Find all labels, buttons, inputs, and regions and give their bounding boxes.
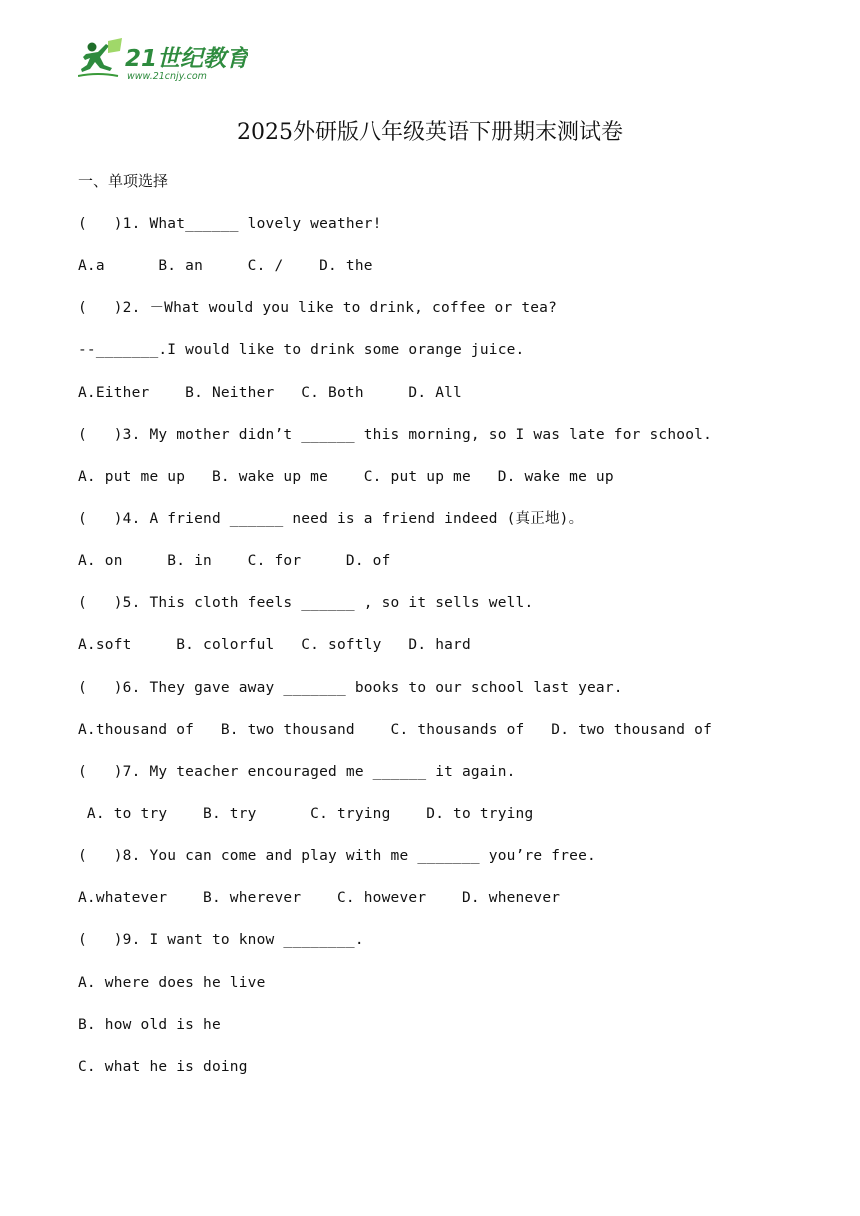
options-line: A.Either B. Neither C. Both D. All [78,384,462,401]
option-line: A. where does he live [78,974,266,991]
question-line: ( )4. A friend ______ need is a friend indeed (真正地)。 [78,510,584,527]
question-line: ( )9. I want to know ________. [78,932,364,949]
page-title: 2025外研版八年级英语下册期末测试卷 [237,120,623,145]
options-line: A. put me up B. wake up me C. put up me D. wake me up [78,468,614,485]
logo-brand-text: 21世纪教育 [125,46,248,72]
options-line: A.thousand of B. two thousand C. thousands of D. two thousand of [78,721,713,738]
runner-head-icon [88,43,97,52]
question-list [78,211,838,1096]
question-line: ( )5. This cloth feels ______ , so it sells well. [78,595,534,612]
options-line: A.a B. an C. / D. the [78,258,373,275]
question-line: ( )2. －What would you like to drink, coffee or tea? [78,300,558,317]
options-line: A.whatever B. wherever C. however D. whenever [78,890,561,907]
options-line: A. on B. in C. for D. of [78,553,391,570]
logo-graphic [78,38,248,84]
flag-icon [108,38,122,53]
logo-url-text: www.21cnjy.com [127,71,207,82]
question-line: ( )3. My mother didn’t ______ this morning, so I was late for school. [78,426,713,443]
question-line: ( )7. My teacher encouraged me ______ it again. [78,763,516,780]
option-line: B. how old is he [78,1016,221,1033]
options-line: A. to try B. try C. trying D. to trying [78,805,534,822]
question-line: --_______.I would like to drink some orange juice. [78,342,525,359]
option-line: C. what he is doing [78,1058,248,1075]
question-line: ( )8. You can come and play with me _______ you’re free. [78,848,596,865]
ground-swoosh [78,74,118,76]
runner-icon [81,44,112,72]
section-heading: 一、单项选择 [78,172,169,190]
options-line: A.soft B. colorful C. softly D. hard [78,637,471,654]
question-line: ( )6. They gave away _______ books to our school last year. [78,679,623,696]
site-logo [78,38,248,84]
question-line: ( )1. What______ lovely weather! [78,216,382,232]
